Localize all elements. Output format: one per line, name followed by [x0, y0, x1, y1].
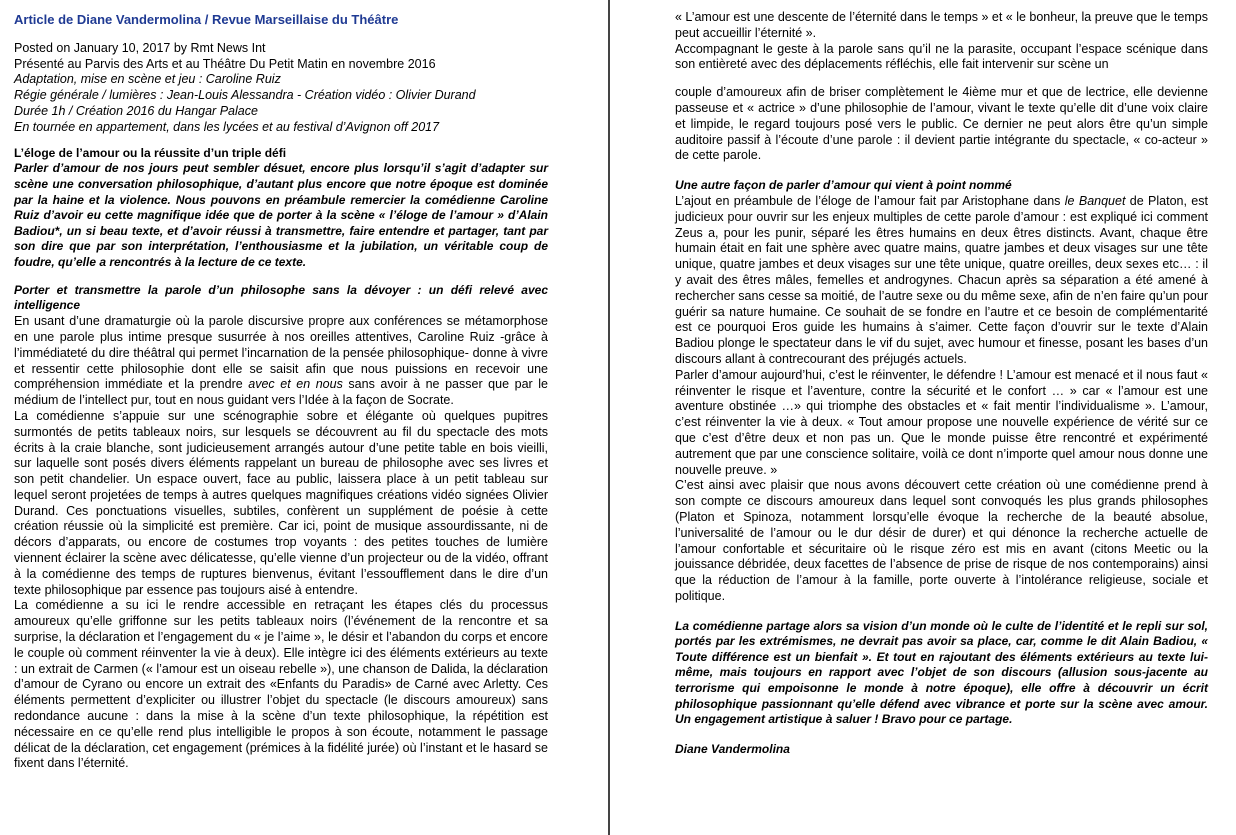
couple-paragraph: couple d’amoureux afin de briser complètement le 4ième mur et que de lectrice, elle devienne passeuse et « actrice » d’une philosophie de l’amour, vivant le texte qu’elle dit d’une voix claire et limpide, le regard toujours posé vers le public. Ce dernier ne peut alors être qu’un simple auditoire passif à l’écoute d’une parole : il devient partie intégrante du spectacle, « co-acteur » de cette parole. — [675, 85, 1208, 163]
quote-paragraph: « L’amour est une descente de l’éternité dans le temps » et « le bonheur, la preuve que le temps peut accueillir l’éternité ». — [675, 10, 1208, 40]
section2-paragraph-3: La comédienne a su ici le rendre accessible en retraçant les étapes clés du processus amoureux qu’elle griffonne sur les petits tableaux noirs (l’événement de la rencontre et sa surprise, la déclaration et l’engagement du « je l’aime », le désir et l’abandon du corps et encore le couple où comment réinventer la vie à deux). Elle intègre ici des éléments extérieurs au texte : un extrait de Carmen (« l’amour est un oiseau rebelle »), une chanson de Dalida, la déclaration d’amour de Cyrano ou encore un extrait des «Enfants du Paradis» de Carné avec Arletty. Ces éléments permettent d’expliciter ou illustrer l’objet du spectacle (le discours amoureux) sans redondance aucune : dans la mise à la scène d’un texte philosophique, la répétition est nécessaire en ce qu’elle rend plus intelligible le propos à son écoute, notamment le passage délicat de la déclaration, cet engagement (prémices à la fidélité jurée) où l’instant et le hasard se fixent dans l’éternité. — [14, 598, 548, 771]
signature: Diane Vandermolina — [675, 741, 790, 756]
parler-paragraph: Parler d’amour aujourd’hui, c’est le réinventer, le défendre ! L’amour est menacé et il nous faut « réinventer le risque et l’aventure, contre la sécurité et le confort … » car « l’amour est une aventure obstinée …» qui triomphe des obstacles et « fait mentir l’individualisme ». L’amour, c’est réinventer la vie à deux. « Tout amour propose une nouvelle expérience de vérité sur ce que c’est d’être deux et non pas un. Que le monde puisse être rencontré et expérimenté autrement que par une conscience solitaire, voilà ce dont n’importe quel amour nous donne une nouvelle preuve. » — [675, 367, 1208, 477]
section3-heading: Une autre façon de parler d’amour qui vient à point nommé — [675, 178, 1012, 193]
p1-text-b: sans avoir à ne passer que par le médium de l’intellect pur, tout en nous guidant vers l’Idée à la façon de Socrate. — [14, 377, 548, 408]
duree-line: Durée 1h / Création 2016 du Hangar Palace — [14, 103, 258, 118]
adaptation-line: Adaptation, mise en scène et jeu : Caroline Ruiz — [14, 72, 281, 87]
accompagnant-paragraph: Accompagnant le geste à la parole sans qu’il ne la parasite, occupant l’espace scénique dans son entièreté avec des déplacements réfléchis, elle fait intervenir sur scène un — [675, 41, 1208, 72]
regie-line: Régie générale / lumières : Jean-Louis Alessandra - Création vidéo : Olivier Durand — [14, 88, 476, 103]
section1-intro: Parler d’amour de nos jours peut sembler désuet, encore plus lorsqu’il s’agit d’adapter sur scène une conversation philosophique, d’autant plus encore que notre époque est dominée par la haine et la violence. Nous pouvons en préambule remercier la comédienne Caroline Ruiz d’avoir eu cette magnifique idée que de porter à la scène « l’éloge de l’amour » d’Alain Badiou*, un si beau texte, et d’avoir réussi à transmettre, faire entendre et partager, tant par son dire que par son interprétation, l’enthousiasme et la jubilation, un véritable coup de foudre, qu’elle a rencontrés à la lecture de ce texte. — [14, 161, 548, 269]
ajout-text-b: de Platon, est judicieux pour ouvrir sur les enjeux multiples de cette parole d’amour : est expliqué ici comment Zeus a, pour les punir, séparé les êtres humains en deux êtres distincts. Avant, chaque être humain était en fait une sphère avec quatre mains, quatre jambes et deux visages sur une tête unique, quatre jambes et deux visages sur une tête unique, quatre oreilles, deux sexes etc… : il y avait des êtres mâles, femelles et androgynes. Chacun après sa séparation a été amené à rechercher sans cesse sa moitié, de l’autre sexe ou du même sexe, afin de n’en faire qu’un pour guérir sa nature humaine. Ce souhait de se fondre en l’autre et ce besoin de complémentarité est ce pourquoi Eros guide les humains à s’aimer. Cette façon d’ouvrir sur le texte d’Alain Badiou plonge le spectateur dans le vif du sujet, avec humour et finesse, posant les bases d’un discours allant à contrecourant des préjugés actuels. — [675, 193, 1208, 366]
left-column — [14, 10, 548, 772]
article-title: Article de Diane Vandermolina / Revue Marseillaise du Théâtre — [14, 12, 399, 27]
ajout-italic: le Banquet — [1064, 193, 1126, 208]
posted-line: Posted on January 10, 2017 by Rmt News Int — [14, 40, 266, 55]
ajout-paragraph — [675, 194, 1208, 368]
section2-heading: Porter et transmettre la parole d’un philosophe sans la dévoyer : un défi relevé avec intelligence — [14, 282, 548, 313]
p1-text-a: En usant d’une dramaturgie où la parole discursive propre aux conférences se métamorphose en une parole plus intime presque susurrée à nos oreilles attentives, Caroline Ruiz -grâce à l’immédiateté du dire théâtral qui permet l’incarnation de la pensée philosophique- donne à vivre et ressentir cette philosophie dont elle se saisit afin que nous puissions en recevoir une compréhension immédiate et la prendre — [14, 314, 548, 392]
cest-paragraph: C’est ainsi avec plaisir que nous avons découvert cette création où une comédienne prend à son compte ce discours amoureux dans lequel sont convoqués les plus grands philosophes (Platon et Spinoza, notamment lorsqu’elle évoque la recherche de la beauté absolue, l’universalité de l’amour ou le dur désir de durer) et qui dénonce la recherche actuelle de l’amour confortable et sécuritaire où le risque zéro est mis en avant (citons Meetic ou la jouissance débridée, deux facettes de l’absence de prise de risque de nos contemporains) ainsi que la réduction de l’amour à la famille, porte ouverte à l’intolérance religieuse, sociale et politique. — [675, 478, 1208, 603]
presented-line: Présenté au Parvis des Arts et au Théâtre Du Petit Matin en novembre 2016 — [14, 56, 436, 71]
section1-heading: L’éloge de l’amour ou la réussite d’un triple défi — [14, 145, 287, 160]
section2-paragraph-1 — [14, 314, 548, 409]
column-divider — [608, 0, 610, 835]
p1-italic: avec et en nous — [248, 377, 343, 392]
right-column — [675, 10, 1208, 757]
ajout-text-a: L’ajout en préambule de l’éloge de l’amour fait par Aristophane dans — [675, 193, 1065, 208]
section2-paragraph-2: La comédienne s’appuie sur une scénographie sobre et élégante où quelques pupitres surmontés de petits tableaux noirs, sur lesquels se découvrent au fil du spectacle des mots écrits à la craie blanche, sont judicieusement arrangés autour d’une petite table en bois vieilli, sur laquelle sont posés divers éléments rappelant un bureau de philosophe avec ses livres et son petit chandelier. Un espace ouvert, face au public, laissera place à un petit tableau sur lequel seront projetées de temps à autres quelques magnifiques créations vidéo signées Olivier Durand. Ces ponctuations visuelles, subtiles, confèrent un supplément de poésie à cette création réussie où la simplicité est première. Car ici, point de musique assourdissante, ni de décors d’apparats, ou encore de costumes trop voyants : des petites touches de lumière viennent éclairer la scène avec délicatesse, qu’elle vienne d’un projecteur ou de la vidéo, offrant à la comédienne des temps de ruptures bienvenus, évitant l’essoufflement dans le dire d’un texte philosophique par essence pas toujours aisé à entendre. — [14, 408, 548, 597]
final-paragraph: La comédienne partage alors sa vision d’un monde où le culte de l’identité et le repli sur sol, portés par les extrémismes, ne devrait pas avoir sa place, car, comme le dit Alain Badiou, « Toute différence est un bienfait ». Et tout en rajoutant des éléments extérieurs au texte lui-même, mais toujours en rapport avec l’objet de son discours (allusion sous-jacente au terrorisme qui empoisonne le monde à notre époque), elle offre à découvrir un écrit philosophique passionnant qu’elle défend avec vibrance et porte sur la scène avec amour. Un engagement artistique à saluer ! Bravo pour ce partage. — [675, 618, 1208, 727]
tournee-line: En tournée en appartement, dans les lycées et au festival d’Avignon off 2017 — [14, 119, 440, 134]
